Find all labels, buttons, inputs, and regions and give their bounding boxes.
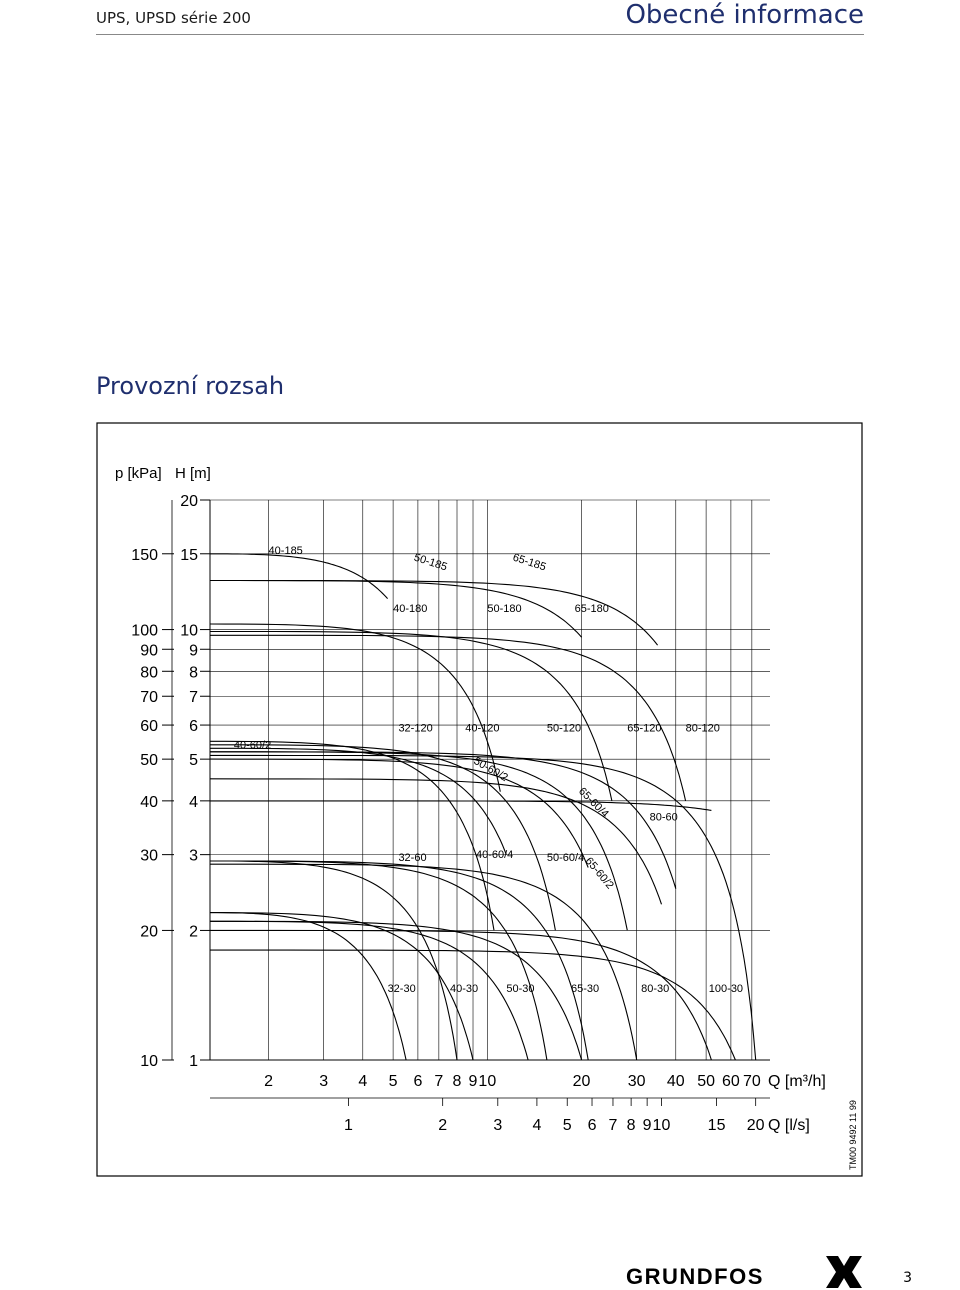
flow-m3h-tick-label: 7 (434, 1073, 444, 1090)
flow-ls-tick-label: 7 (608, 1117, 618, 1134)
brand-wordmark: GRUNDFOS (626, 1264, 764, 1289)
pressure-tick-label: 10 (140, 1053, 158, 1070)
y-axis-title-pressure: p [kPa] (115, 465, 162, 482)
flow-ls-tick-label: 4 (532, 1117, 542, 1134)
head-tick-label: 20 (180, 493, 198, 510)
flow-m3h-tick-label: 40 (666, 1073, 685, 1090)
flow-ls-tick-label: 3 (493, 1117, 503, 1134)
curve-label: 32-30 (387, 982, 416, 995)
pressure-tick-label: 70 (140, 689, 158, 707)
curve-label: 65-30 (570, 982, 600, 995)
flow-ls-tick-label: 5 (562, 1117, 572, 1134)
curve-label: 80-30 (641, 982, 670, 995)
page-number: 3 (903, 1270, 912, 1286)
curve-label: 65-180 (574, 602, 609, 615)
curve-label: 80-60 (649, 811, 678, 824)
y-axis-title-head: H [m] (175, 465, 211, 482)
pump-curve-100-30 (210, 950, 735, 1060)
pump-curve-80-60 (210, 801, 711, 811)
flow-m3h-tick-label: 70 (742, 1073, 761, 1090)
flow-ls-tick-label: 1 (344, 1117, 353, 1134)
curve-label: 50-120 (546, 722, 582, 735)
pump-curve-32-30 (210, 913, 406, 1060)
flow-m3h-tick-label: 50 (697, 1073, 716, 1090)
head-tick-label: 7 (189, 689, 198, 707)
pump-curve-50-30 (210, 921, 528, 1060)
pressure-tick-label: 30 (140, 847, 158, 865)
pressure-tick-label: 80 (140, 664, 158, 682)
curve-label: 40-120 (465, 722, 500, 735)
figure-code: TM00 9492 11 99 (848, 1100, 858, 1170)
head-tick-label: 6 (189, 718, 198, 736)
curve-label: 40-60/4 (475, 848, 514, 861)
curve-label: 50-180 (487, 602, 522, 615)
chart-frame (97, 423, 862, 1176)
curve-label: 50-30 (506, 982, 535, 995)
head-tick-label: 2 (189, 923, 198, 941)
curve-label: 50-185 (412, 551, 449, 574)
pump-curve-40-185 (210, 554, 388, 599)
flow-m3h-tick-label: 9 (468, 1073, 478, 1090)
pump-curve-65-60-2 (210, 864, 637, 1060)
flow-m3h-tick-label: 3 (319, 1073, 329, 1090)
pump-curve-40-60-4 (210, 861, 547, 1060)
section-title: Provozní rozsah (96, 372, 285, 400)
flow-ls-tick-label: 20 (746, 1117, 765, 1134)
pressure-tick-label: 100 (131, 622, 158, 640)
curve-label: 40-185 (268, 544, 303, 557)
flow-m3h-tick-label: 20 (572, 1073, 591, 1090)
flow-m3h-tick-label: 4 (358, 1073, 368, 1090)
grundfos-logo (626, 1250, 866, 1290)
head-tick-label: 8 (189, 664, 198, 682)
flow-m3h-tick-label: 60 (721, 1073, 740, 1090)
x-axis-title-ls: Q [l/s] (768, 1117, 810, 1134)
flow-ls-tick-label: 9 (642, 1117, 652, 1134)
curve-label: 65-120 (627, 722, 662, 735)
flow-ls-tick-label: 2 (438, 1117, 448, 1134)
x-axis-title-m3h: Q [m³/h] (768, 1073, 826, 1090)
pressure-tick-label: 50 (140, 752, 158, 770)
pressure-tick-label: 90 (140, 642, 158, 660)
curve-label: 80-120 (685, 722, 720, 735)
curve-label: 65-60/2 (582, 855, 616, 892)
curve-label: 65-185 (511, 551, 548, 574)
curve-label: 40-60/2 (233, 739, 272, 752)
header-section-name: Obecné informace (625, 0, 864, 30)
pump-curve-50-180 (210, 632, 612, 801)
header-product-line: UPS, UPSD série 200 (96, 9, 251, 27)
grundfos-mark-icon (826, 1256, 862, 1288)
flow-ls-tick-label: 8 (626, 1117, 636, 1134)
flow-ls-tick-label: 10 (652, 1117, 671, 1134)
pressure-tick-label: 60 (140, 718, 158, 736)
curve-label: 50-60/4 (546, 851, 585, 864)
curve-label: 32-60 (398, 851, 427, 864)
flow-m3h-tick-label: 30 (627, 1073, 646, 1090)
head-tick-label: 15 (180, 546, 198, 564)
pump-curve-65-180 (210, 635, 686, 801)
pump-curve-40-30 (210, 913, 473, 1060)
head-tick-label: 10 (180, 622, 198, 640)
flow-ls-tick-label: 15 (707, 1117, 726, 1134)
head-tick-label: 4 (189, 793, 198, 811)
pressure-tick-label: 40 (140, 793, 158, 811)
flow-m3h-tick-label: 8 (452, 1073, 462, 1090)
head-tick-label: 1 (189, 1053, 198, 1070)
curve-label: 32-120 (398, 722, 433, 735)
curve-label: 65-60/4 (575, 785, 611, 821)
curve-label: 100-30 (708, 982, 744, 995)
curve-label: 50-60/2 (471, 755, 510, 785)
flow-m3h-tick-label: 5 (388, 1073, 398, 1090)
pump-curve-32-120 (210, 741, 494, 930)
pressure-tick-label: 20 (140, 923, 158, 941)
flow-ls-tick-label: 6 (587, 1117, 597, 1134)
head-tick-label: 3 (189, 847, 198, 865)
pump-curve-32-60 (210, 861, 457, 1060)
pressure-tick-label: 150 (131, 546, 158, 564)
curve-label: 40-180 (393, 602, 428, 615)
flow-m3h-tick-label: 10 (478, 1073, 497, 1090)
curve-label: 40-30 (450, 982, 479, 995)
head-tick-label: 9 (189, 642, 198, 660)
flow-m3h-tick-label: 2 (264, 1073, 274, 1090)
flow-m3h-tick-label: 6 (413, 1073, 423, 1090)
head-tick-label: 5 (189, 752, 198, 770)
